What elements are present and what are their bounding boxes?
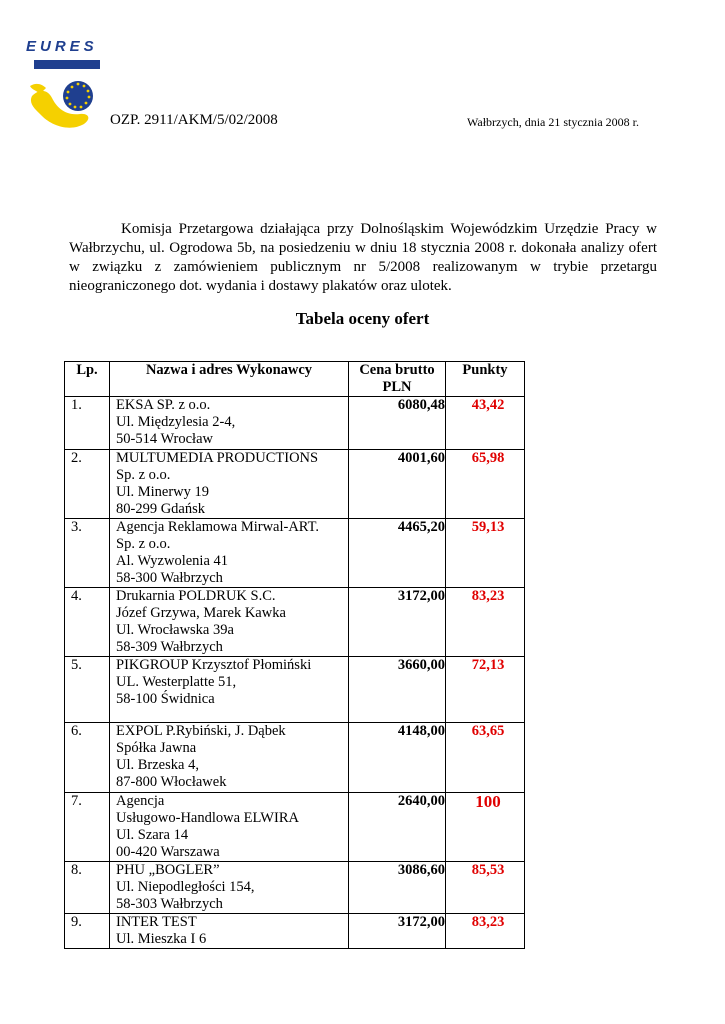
row-contractor (110, 862, 349, 914)
table-title: Tabela oceny ofert (295, 309, 430, 328)
row-points (446, 723, 525, 793)
row-price: 4001,60 (349, 450, 446, 519)
points-value: 72,13 (471, 657, 505, 673)
intro-text: Komisja Przetargowa działająca przy Dolnośląskim Wojewódzkim Urzędzie Pracy w Wałbrzychu, ul. Ogrodowa 5b, na posiedzeniu w dniu 18 stycznia 2008 r. dokonała analizy ofert w związku z zamówieniem publicznym nr 5/2008 realizowanym w trybie przetargu nieograniczonego dot. wydania i dostawy plakatów oraz ulotek. (69, 221, 657, 294)
row-lp: 9. (65, 914, 110, 949)
row-contractor (110, 397, 349, 450)
points-value: 63,65 (471, 723, 505, 739)
contractor-line: 50-514 Wrocław (116, 431, 213, 447)
header-name: Nazwa i adres Wykonawcy (110, 362, 349, 397)
contractor-line: 58-300 Wałbrzych (116, 570, 223, 586)
row-points (446, 862, 525, 914)
table-row (65, 723, 525, 793)
header-points: Punkty (446, 362, 525, 397)
row-points (446, 793, 525, 862)
row-lp: 5. (65, 657, 110, 723)
contractor-line: Usługowo-Handlowa ELWIRA (116, 810, 299, 826)
table-row (65, 450, 525, 519)
contractor-line: Józef Grzywa, Marek Kawka (116, 605, 286, 621)
contractor-line: UL. Westerplatte 51, (116, 674, 237, 690)
contractor-line: EKSA SP. z o.o. (116, 397, 211, 413)
contractor-line: Spółka Jawna (116, 740, 197, 756)
contractor-line: Ul. Minerwy 19 (116, 484, 210, 500)
contractor-line: 58-309 Wałbrzych (116, 639, 223, 655)
eures-emblem-icon (26, 38, 106, 130)
row-contractor (110, 450, 349, 519)
contractor-line: Drukarnia POLDRUK S.C. (116, 588, 276, 604)
row-lp: 8. (65, 862, 110, 914)
contractor-line: 58-303 Wałbrzych (116, 896, 223, 912)
contractor-line: Agencja Reklamowa Mirwal-ART. (116, 519, 320, 535)
row-points (446, 914, 525, 949)
contractor-line: Ul. Międzylesia 2-4, (116, 414, 236, 430)
row-lp: 4. (65, 588, 110, 657)
contractor-line: Al. Wyzwolenia 41 (116, 553, 229, 569)
contractor-line: PHU „BOGLER” (116, 862, 220, 878)
row-lp: 2. (65, 450, 110, 519)
table-row (65, 588, 525, 657)
row-price: 3660,00 (349, 657, 446, 723)
row-price: 3172,00 (349, 588, 446, 657)
row-lp: 6. (65, 723, 110, 793)
contractor-line: 80-299 Gdańsk (116, 501, 206, 517)
contractor-line: MULTUMEDIA PRODUCTIONS (116, 450, 319, 466)
contractor-line: Sp. z o.o. (116, 536, 171, 552)
contractor-line: Sp. z o.o. (116, 467, 171, 483)
table-row (65, 793, 525, 862)
points-value: 83,23 (471, 588, 505, 604)
row-price: 4148,00 (349, 723, 446, 793)
row-price: 2640,00 (349, 793, 446, 862)
row-contractor (110, 657, 349, 723)
table-header-row (65, 362, 525, 397)
contractor-line: INTER TEST (116, 914, 197, 930)
table-row (65, 519, 525, 588)
row-contractor (110, 914, 349, 949)
intro-paragraph (69, 220, 657, 296)
contractor-line: EXPOL P.Rybiński, J. Dąbek (116, 723, 286, 739)
table-row (65, 914, 525, 949)
header-price: Cena brutto PLN (349, 362, 446, 397)
contractor-line: Ul. Wrocławska 39a (116, 622, 234, 638)
document-reference: OZP. 2911/AKM/5/02/2008 (110, 112, 278, 128)
row-contractor (110, 723, 349, 793)
points-value: 59,13 (471, 519, 505, 535)
contractor-line: 00-420 Warszawa (116, 844, 220, 860)
row-price: 6080,48 (349, 397, 446, 450)
row-points (446, 519, 525, 588)
contractor-line: Ul. Niepodległości 154, (116, 879, 255, 895)
row-points (446, 450, 525, 519)
header-lp: Lp. (65, 362, 110, 397)
points-value: 83,23 (471, 914, 505, 930)
row-price: 3086,60 (349, 862, 446, 914)
contractor-line: Ul. Mieszka I 6 (116, 931, 207, 947)
logo-text: EURES (26, 38, 98, 55)
place-date: Wałbrzych, dnia 21 stycznia 2008 r. (467, 115, 639, 129)
offers-table (64, 361, 525, 949)
points-value: 85,53 (471, 862, 505, 878)
points-value: 43,42 (471, 397, 505, 413)
row-lp: 7. (65, 793, 110, 862)
row-contractor (110, 793, 349, 862)
eures-logo (26, 38, 106, 130)
table-row (65, 862, 525, 914)
contractor-line: PIKGROUP Krzysztof Płomiński (116, 657, 312, 673)
row-lp: 3. (65, 519, 110, 588)
row-lp: 1. (65, 397, 110, 450)
points-value: 100 (475, 792, 501, 811)
points-value: 65,98 (471, 450, 505, 466)
row-contractor (110, 588, 349, 657)
table-row (65, 657, 525, 723)
contractor-line: 87-800 Włocławek (116, 774, 227, 790)
contractor-line: 58-100 Świdnica (116, 691, 215, 707)
row-price: 3172,00 (349, 914, 446, 949)
table-row (65, 397, 525, 450)
contractor-line: Ul. Brzeska 4, (116, 757, 199, 773)
contractor-line: Ul. Szara 14 (116, 827, 189, 843)
contractor-line: Agencja (116, 793, 165, 809)
row-contractor (110, 519, 349, 588)
row-price: 4465,20 (349, 519, 446, 588)
row-points (446, 397, 525, 450)
row-points (446, 657, 525, 723)
row-points (446, 588, 525, 657)
